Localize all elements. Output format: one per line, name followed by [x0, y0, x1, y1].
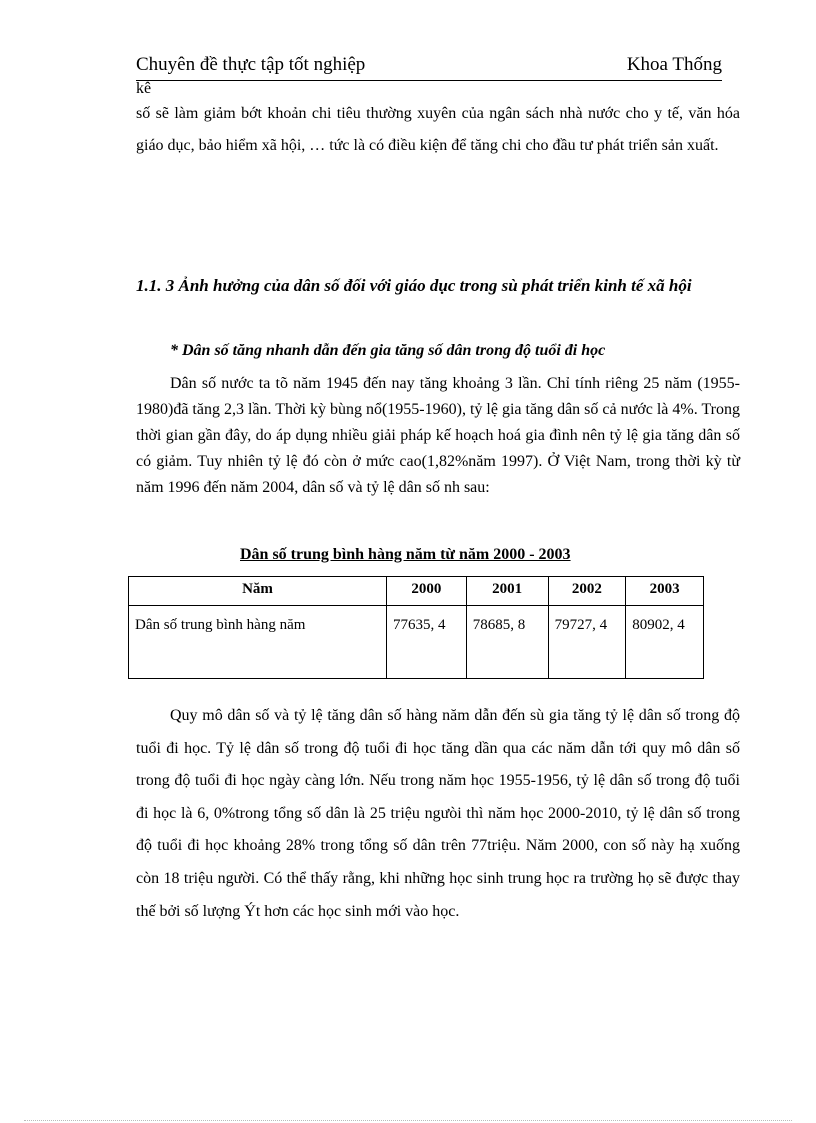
- table-cell: 79727, 4: [548, 606, 626, 679]
- section-heading: 1.1. 3 Ảnh hưởng của dân số đối với giáo dục trong sù phát triển kinh tế xã hội: [136, 276, 692, 295]
- header-right-title: Khoa Thống: [626, 54, 722, 75]
- table-header-cell: 2000: [386, 577, 466, 606]
- table-header-cell: Năm: [129, 577, 387, 606]
- header-continuation: kê: [136, 80, 152, 97]
- table-cell: Dân số trung bình hàng năm: [129, 606, 387, 679]
- table-header-row: [129, 577, 704, 606]
- conclusion-paragraph: Quy mô dân số và tỷ lệ tăng dân số hàng năm dẫn đến sù gia tăng tỷ lệ dân số trong độ tuổi đi học. Tỷ lệ dân số trong độ tuổi đi học tăng dần qua các năm dẫn tới quy mô dân số trong độ tuổi đi học ngày càng lớn. Nếu trong năm học 1955-1956, tỷ lệ dân số trong độ tuổi đi học là 6, 0%trong tổng số dân là 25 triệu ngưòi thì năm học 2000-2010, tỷ lệ dân số trong độ tuổi đi học khoảng 28% trong tổng số dân trên 77triệu. Năm 2000, con số này hạ xuống còn 18 triệu người. Có thể thấy rằng, khi những học sinh trung học ra trường họ sẽ được thay thế bởi số lượng Ýt hơn các học sinh mới vào học.: [136, 707, 740, 920]
- intro-paragraph: số sẽ làm giảm bớt khoản chi tiêu thường xuyên của ngân sách nhà nước cho y tế, văn hóa giáo dục, bảo hiểm xã hội, … tức là có điều kiện để tăng chi cho đầu tư phát triển sản xuất.: [136, 105, 740, 154]
- table-cell: 78685, 8: [466, 606, 548, 679]
- table-header-cell: 2003: [626, 577, 704, 606]
- population-table: [128, 576, 704, 679]
- table-title: Dân số trung bình hàng năm từ năm 2000 - 2003: [240, 546, 571, 563]
- table-header-cell: 2001: [466, 577, 548, 606]
- section-subheading: * Dân số tăng nhanh dẫn đến gia tăng số dân trong độ tuổi đi học: [170, 342, 606, 359]
- table-cell: 77635, 4: [386, 606, 466, 679]
- page-bottom-rule: [24, 1120, 792, 1121]
- header-left-title: Chuyên đề thực tập tốt nghiệp: [136, 54, 366, 75]
- page-header: [136, 54, 722, 81]
- population-paragraph: Dân số nước ta tõ năm 1945 đến nay tăng khoảng 3 lần. Chỉ tính riêng 25 năm (1955-1980)đã tăng 2,3 lần. Thời kỳ bùng nổ(1955-1960), tỷ lệ gia tăng dân số cả nước là 4%. Trong thời gian gần đây, do áp dụng nhiều giải pháp kế hoạch hoá gia đình nên tỷ lệ gia tăng dân số có giảm. Tuy nhiên tỷ lệ đó còn ở mức cao(1,82%năm 1997). Ở Việt Nam, trong thời kỳ từ năm 1996 đến năm 2004, dân số và tỷ lệ dân số nh sau:: [136, 375, 740, 496]
- table-header-cell: 2002: [548, 577, 626, 606]
- table-cell: 80902, 4: [626, 606, 704, 679]
- table-row: [129, 606, 704, 679]
